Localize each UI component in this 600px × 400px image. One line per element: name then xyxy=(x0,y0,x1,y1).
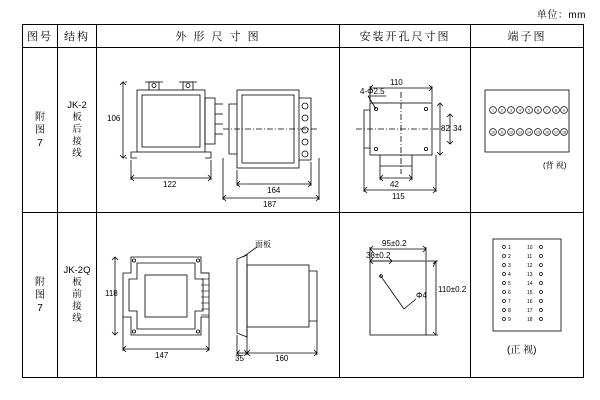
row2-structure-text xyxy=(58,265,96,325)
char: 7 xyxy=(37,302,43,314)
row2-figure-number xyxy=(23,213,58,378)
svg-text:6: 6 xyxy=(537,108,539,113)
svg-text:1: 1 xyxy=(508,245,511,251)
svg-text:5: 5 xyxy=(508,281,511,287)
svg-text:16: 16 xyxy=(545,130,549,135)
char: 接 xyxy=(72,301,82,312)
row1-outline-drawing xyxy=(97,48,339,212)
row1-outline-cell xyxy=(97,48,340,213)
row2-hole-drawing xyxy=(340,213,470,377)
row2-outline-svg xyxy=(97,213,339,376)
char: 图 xyxy=(35,289,45,301)
row1-structure-text xyxy=(58,100,96,160)
row1-figure-number xyxy=(23,48,58,213)
svg-text:18: 18 xyxy=(527,317,533,323)
char: 附 xyxy=(35,276,45,288)
svg-text:4: 4 xyxy=(508,272,511,278)
char: 图 xyxy=(35,124,45,136)
header-mounting-hole-drawing: 安装开孔尺寸图 xyxy=(340,25,471,48)
table-row xyxy=(23,213,584,378)
row2-hole-svg xyxy=(340,213,470,376)
svg-text:2: 2 xyxy=(501,108,503,113)
row2-outline-drawing xyxy=(97,213,339,377)
row1-hole-height-side: 34 xyxy=(453,124,462,133)
svg-text:7: 7 xyxy=(508,299,511,305)
svg-text:10: 10 xyxy=(491,130,495,135)
svg-text:2: 2 xyxy=(508,254,511,260)
svg-text:4: 4 xyxy=(519,108,521,113)
row1-hole-width-bottom: 42 xyxy=(390,180,399,189)
svg-text:14: 14 xyxy=(527,130,531,135)
svg-text:11: 11 xyxy=(527,254,533,260)
svg-text:3: 3 xyxy=(508,263,511,269)
svg-text:8: 8 xyxy=(508,308,511,314)
char: 接 xyxy=(72,136,82,147)
header-outline-drawing: 外 形 尺 寸 图 xyxy=(97,25,340,48)
svg-text:15: 15 xyxy=(536,130,540,135)
row2-outline-cell xyxy=(97,213,340,378)
char: 前 xyxy=(72,289,82,300)
row2-terminal-drawing xyxy=(471,213,583,377)
row2-hole-inner: 38±0.2 xyxy=(366,251,391,260)
row1-terminal-svg xyxy=(471,48,583,211)
row1-hole-spec: 4-Φ2.5 xyxy=(360,87,385,96)
row1-dim-width-top: 122 xyxy=(163,180,177,189)
svg-text:16: 16 xyxy=(527,299,533,305)
svg-text:3: 3 xyxy=(510,108,512,113)
svg-text:7: 7 xyxy=(546,108,548,113)
header-structure: 结构 xyxy=(58,25,97,48)
row2-terminal-cell xyxy=(471,213,584,378)
specification-table xyxy=(22,24,584,378)
char: 后 xyxy=(72,124,82,135)
row2-model: JK-2Q xyxy=(63,265,91,276)
row2-hole-spec: Φ4 xyxy=(416,291,427,300)
row1-structure xyxy=(58,48,97,213)
row2-hole-height-right: 110±0.2 xyxy=(438,285,467,294)
row2-terminal-caption: (正 视) xyxy=(507,345,537,356)
svg-text:17: 17 xyxy=(527,308,533,314)
row1-dim-total: 187 xyxy=(263,200,277,209)
row1-terminal-cell xyxy=(471,48,584,213)
svg-text:11: 11 xyxy=(500,130,504,135)
table-header-row xyxy=(23,25,584,48)
row2-hole-width-top: 95±0.2 xyxy=(382,239,407,248)
row1-dim-height-left: 106 xyxy=(107,114,121,123)
row1-hole-width-total: 115 xyxy=(392,192,405,201)
svg-text:9: 9 xyxy=(508,317,511,323)
row1-terminal-drawing xyxy=(471,48,583,212)
svg-text:13: 13 xyxy=(518,130,522,135)
row1-model: JK-2 xyxy=(67,100,87,111)
row1-hole-height-right: 82 xyxy=(441,124,450,133)
svg-text:13: 13 xyxy=(527,272,533,278)
char: 附 xyxy=(35,111,45,123)
unit-note: 单位：mm xyxy=(536,10,586,21)
row2-figure-number-chars xyxy=(23,276,57,315)
row1-hole-cell xyxy=(340,48,471,213)
svg-text:12: 12 xyxy=(509,130,513,135)
svg-text:10: 10 xyxy=(527,245,533,251)
char: 线 xyxy=(72,148,82,159)
table-row xyxy=(23,48,584,213)
svg-text:8: 8 xyxy=(555,108,557,113)
svg-text:15: 15 xyxy=(527,290,533,296)
svg-text:17: 17 xyxy=(554,130,558,135)
row1-outline-svg xyxy=(97,48,339,211)
row2-note-panel: 面板 xyxy=(255,240,271,249)
row2-hole-cell xyxy=(340,213,471,378)
char: 7 xyxy=(37,137,43,149)
svg-text:18: 18 xyxy=(562,130,566,135)
svg-text:12: 12 xyxy=(527,263,533,269)
svg-text:6: 6 xyxy=(508,290,511,296)
row1-figure-number-chars xyxy=(23,111,57,150)
svg-text:5: 5 xyxy=(528,108,530,113)
row2-dim-depth-front: 35 xyxy=(235,354,244,363)
row2-dim-width-bottom: 147 xyxy=(155,351,169,360)
row1-dim-width-bottom: 164 xyxy=(267,186,281,195)
svg-text:14: 14 xyxy=(527,281,533,287)
row1-terminal-caption: (背 视) xyxy=(543,161,567,170)
char: 板 xyxy=(72,277,82,288)
row1-hole-width-top: 110 xyxy=(390,78,403,87)
row2-dim-height-left: 118 xyxy=(105,289,118,298)
row2-structure xyxy=(58,213,97,378)
row1-hole-svg xyxy=(340,48,470,211)
header-figure-number: 图号 xyxy=(23,25,58,48)
svg-text:9: 9 xyxy=(563,108,565,113)
svg-text:1: 1 xyxy=(492,108,494,113)
char: 板 xyxy=(72,112,82,123)
row1-hole-drawing xyxy=(340,48,470,212)
row2-dim-depth-body: 160 xyxy=(275,354,289,363)
header-terminal-drawing: 端子图 xyxy=(471,25,584,48)
char: 线 xyxy=(72,313,82,324)
